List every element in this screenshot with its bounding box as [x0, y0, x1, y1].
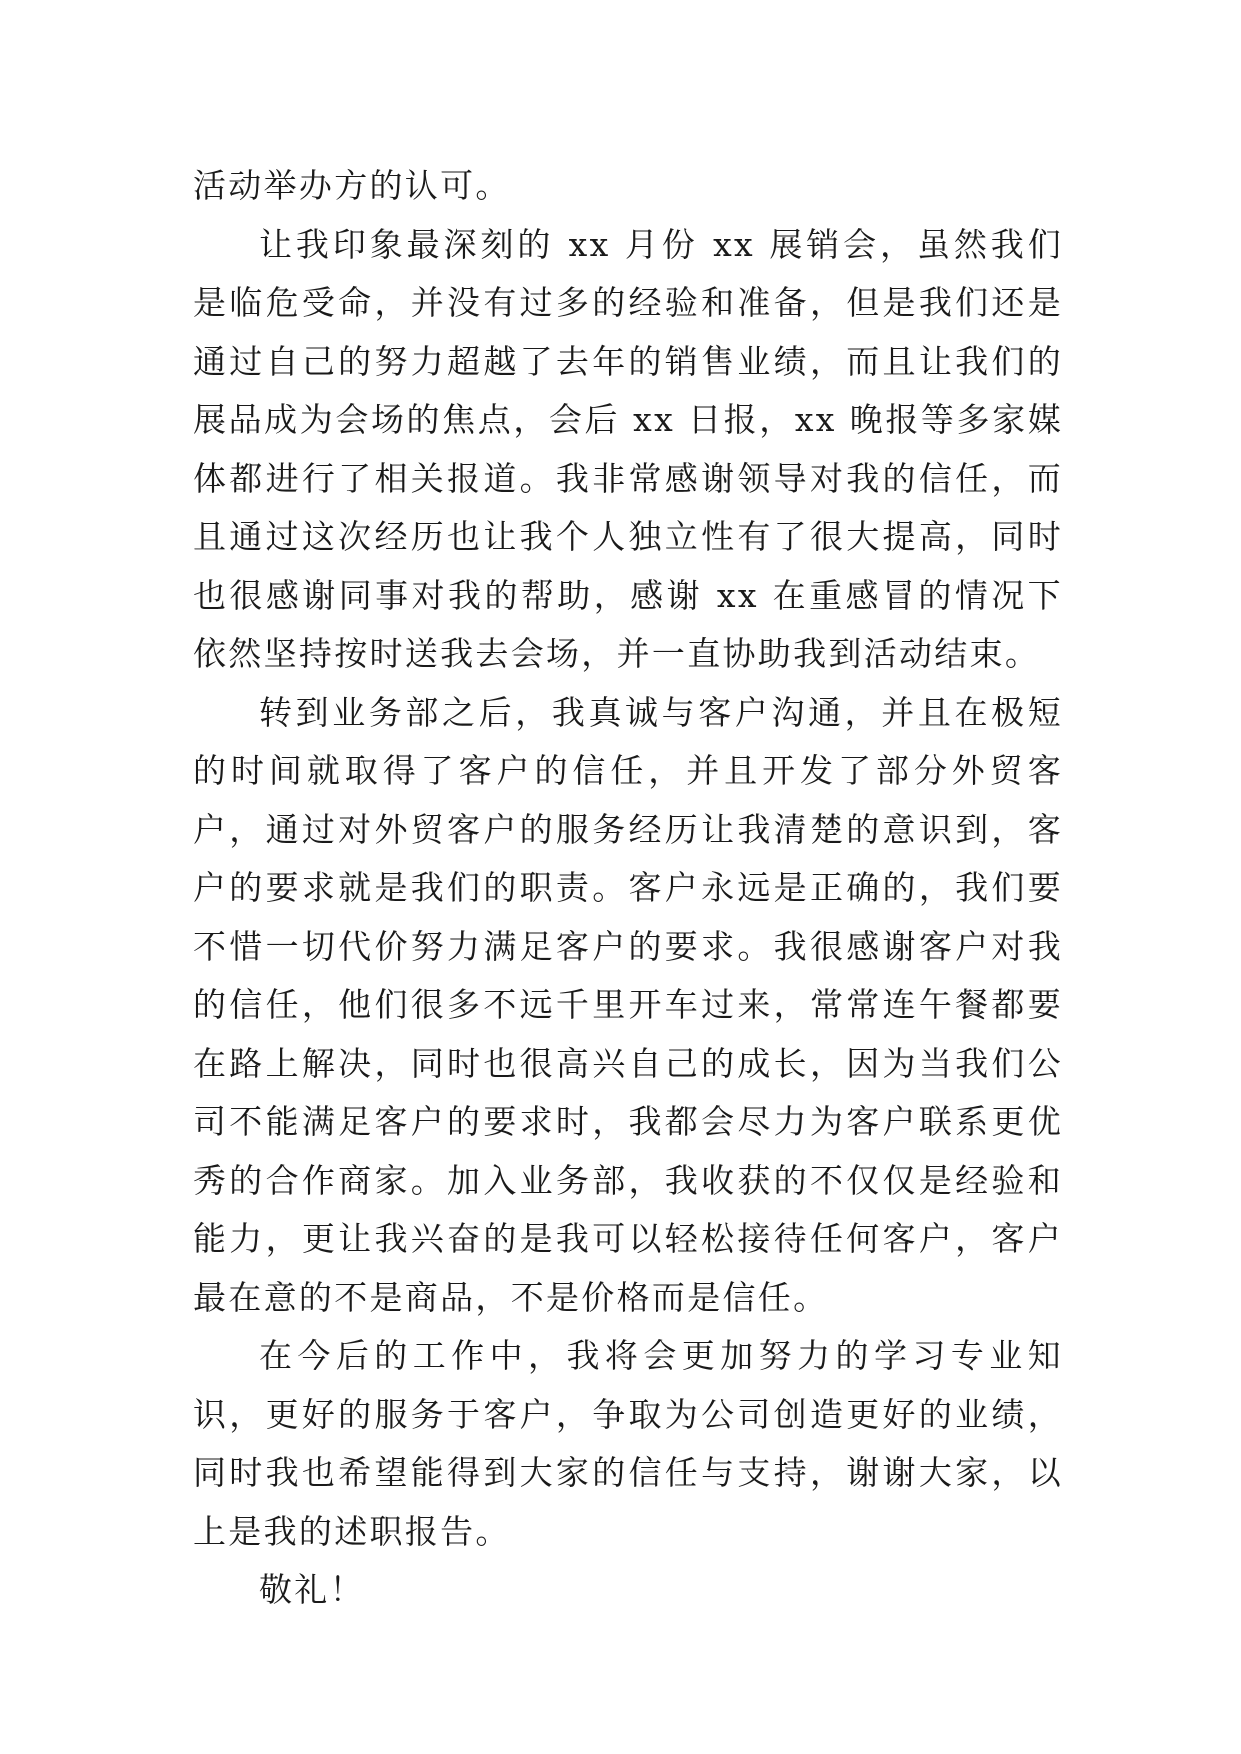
- document-body: [193, 157, 1063, 1620]
- paragraph-business-department: 转到业务部之后，我真诚与客户沟通，并且在极短的时间就取得了客户的信任，并且开发了部分外贸客户，通过对外贸客户的服务经历让我清楚的意识到，客户的要求就是我们的职责。客户永远是正确的，我们要不惜一切代价努力满足客户的要求。我很感谢客户对我的信任，他们很多不远千里开车过来，常常连午餐都要在路上解决，同时也很高兴自己的成长，因为当我们公司不能满足客户的要求时，我都会尽力为客户联系更优秀的合作商家。加入业务部，我收获的不仅仅是经验和能力，更让我兴奋的是我可以轻松接待任何客户，客户最在意的不是商品，不是价格而是信任。: [193, 692, 1063, 1317]
- paragraph-continuation: 活动举办方的认可。: [193, 166, 511, 205]
- paragraph-future-work: 在今后的工作中，我将会更加努力的学习专业知识，更好的服务于客户，争取为公司创造更好的业绩，同时我也希望能得到大家的信任与支持，谢谢大家，以上是我的述职报告。: [193, 1336, 1063, 1551]
- paragraph-exhibition: 让我印象最深刻的 xx 月份 xx 展销会，虽然我们是临危受命，并没有过多的经验和准备，但是我们还是通过自己的努力超越了去年的销售业绩，而且让我们的展品成为会场的焦点，会后 xx 日报，xx 晚报等多家媒体都进行了相关报道。我非常感谢领导对我的信任，而且通过这次经历也让我个人独立性有了很大提高，同时也很感谢同事对我的帮助，感谢 xx 在重感冒的情况下依然坚持按时送我去会场，并一直协助我到活动结束。: [193, 224, 1063, 673]
- paragraph-salutation: 敬礼！: [259, 1570, 365, 1609]
